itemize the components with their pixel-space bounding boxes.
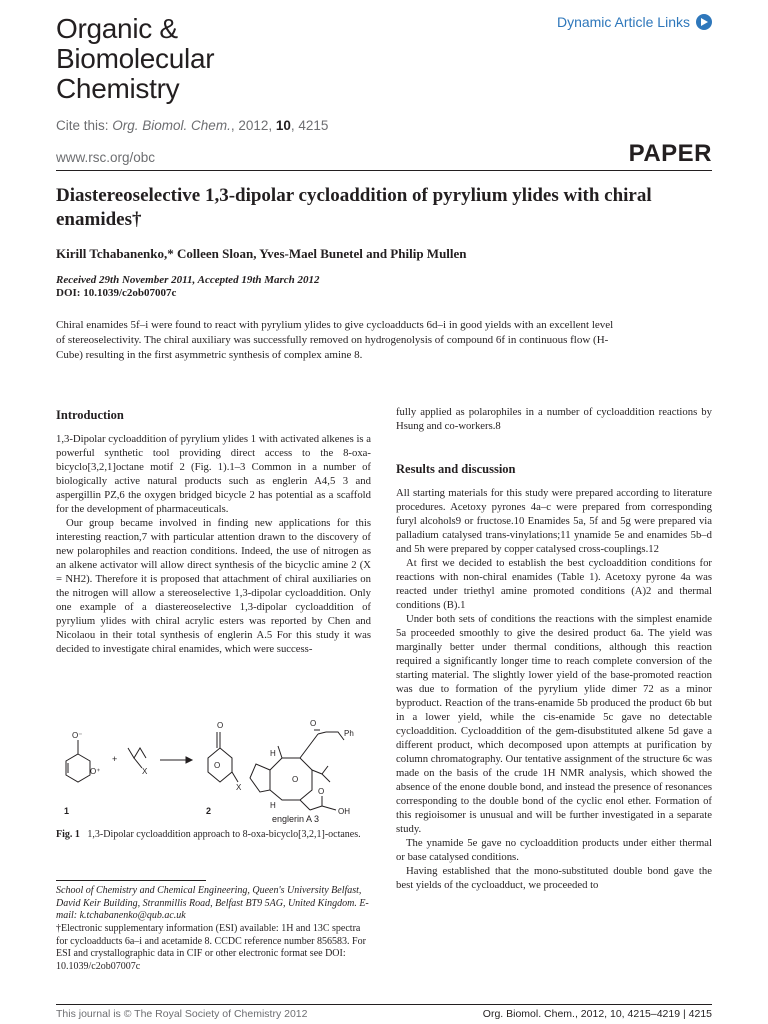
dynamic-article-links[interactable] (557, 14, 712, 30)
label-O-englerin: O (292, 775, 299, 784)
paragraph: fully applied as polarophiles in a number of cycloaddition reactions by Hsung and co-workers.8 (396, 406, 712, 432)
label-X-alkene: X (142, 767, 148, 776)
journal-name-line3: Chemistry (56, 73, 180, 104)
figure-1-scheme (56, 712, 376, 828)
header-divider (56, 170, 712, 171)
paragraph: 1,3-Dipolar cycloaddition of pyrylium ylides 1 with activated alkenes is a powerful synthetic tool providing direct access to the 8-oxa-bicyclo[3,2,1]octane motif 2 (Fig. 1).1–3 Common in a number of biologically active natural products such as englerin A4,5 3 and aspergillin PZ,6 the oxygen bridged bicycle 2 has potential as a scaffold for the development of pharmaceuticals. (56, 433, 371, 515)
paragraph: All starting materials for this study were prepared according to literature procedures. Acetoxy pyrones 4a–c were prepared from corresponding furyl alcohols9 or fructose.10 Enamides 5a, 5f and 5g were prepared via palladium catalysed trans-vinylations;11 ynamide 5e and enamides 5b–d and 5h were prepared by copper catalysed cross-couplings.12 (396, 487, 712, 555)
paragraph: At first we decided to establish the best cycloaddition conditions for reactions with non-chiral enamides (Table 1). Acetoxy pyrone 4a was reacted under triethyl amine promoted conditions (A)2 and thermal conditions (B).1 (396, 557, 712, 611)
author-list: Kirill Tchabanenko,* Colleen Sloan, Yves-Mael Bunetel and Philip Mullen (56, 246, 467, 261)
left-column (56, 432, 371, 656)
paragraph: Under both sets of conditions the reactions with the simplest enamide 5a proceeded smoothly to give the desired product 6a. The yield was marginally better under thermal conditions, although this reaction required a significantly longer time to reach complete conversion of the starting material. The slightly lower yield of the base-promoted reaction was due to formation of the pyrylium ylide dimer 72 as a minor byproduct. Reaction of the trans-enamide 5b produced the product 6b but in a lower yield, while the cis-enamide 5c gave no detectable cycloaddition. Cycloaddition of the gem-disubstituted alkene 5d gave a different product, which decomposed upon attempts at purification by column chromatography. Our tentative assignment of the structure 6c was made on the basis of the crude 1H NMR analysis, which showed the absence of the enone double bond, and instead the presence of resonances corresponding to the double bond of the cyclic enol ether. Formation of this regioisomer is unusual and will be further investigated in a separate study. (396, 613, 712, 835)
footer-citation: Org. Biomol. Chem., 2012, 10, 4215–4219 | 4215 (482, 1008, 712, 1020)
label-O-bridge: O (214, 761, 221, 770)
right-column-top (396, 405, 712, 433)
compound-label-2: 2 (206, 806, 212, 816)
label-O-plus: O⁺ (90, 767, 101, 776)
journal-name-line1: Organic & (56, 13, 178, 44)
label-H-top: H (270, 749, 276, 758)
paragraph: Our group became involved in finding new applications for this interesting reaction,7 with particular attention drawn to the discovery of new polarophiles and reaction conditions. Indeed, the use of nitrogen as an alkene activator will allow direct synthesis of the bicyclic amine 2 (X = NH2). Therefore it is proposed that attachment of chiral auxiliaries on the nitrogen will allow a stereoselective 1,3-dipolar cycloaddition. Only one example of a diastereoselective 1,3-dipolar cycloaddition of pyrylium ylides with chiral acrylic esters was reported by Chen and Nicolaou in their total synthesis of englerin A.5 For this study it was decided to investigate chiral enamides, which were success- (56, 517, 371, 655)
pyrylium-ring (66, 754, 90, 782)
esi-footnote: †Electronic supplementary information (ESI) available: 1H and 13C spectra for cycloadducts 6a–i and acetamide 8. CCDC reference number 856583. For ESI and crystallographic data in CIF or other electronic format see DOI: 10.1039/c2ob07007c (56, 923, 366, 972)
alkene (128, 748, 146, 758)
footer-divider (56, 1004, 712, 1005)
article-title: Diastereoselective 1,3-dipolar cycloaddition of pyrylium ylides with chiral enamides† (56, 185, 652, 230)
journal-name-line2: Biomolecular (56, 43, 215, 74)
play-arrow-icon[interactable] (696, 14, 712, 30)
dynamic-article-links-label[interactable]: Dynamic Article Links (556, 14, 690, 30)
paragraph: Having established that the mono-substituted double bond gave the best yields of the cycloadduct, we proceeded to (396, 865, 712, 891)
citation-journal: Org. Biomol. Chem. (112, 118, 231, 133)
journal-url[interactable]: www.rsc.org/obc (56, 150, 156, 165)
footnote-divider (56, 880, 206, 881)
citation-line: Cite this: Org. Biomol. Chem., 2012, 10, 4215 (56, 118, 329, 133)
figure-caption-text: 1,3-Dipolar cycloaddition approach to 8-oxa-bicyclo[3,2,1]-octanes. (87, 829, 361, 840)
section-heading-results: Results and discussion (396, 462, 516, 476)
label-plus: + (112, 754, 118, 764)
paragraph: The ynamide 5e gave no cycloaddition products under either thermal or base catalysed conditions. (396, 837, 712, 863)
label-Ph: Ph (344, 729, 354, 738)
label-OH: OH (338, 807, 350, 816)
englerin-core (270, 758, 312, 800)
doi[interactable]: DOI: 10.1039/c2ob07007c (56, 287, 177, 299)
figure-caption (56, 828, 372, 842)
footer-copyright: This journal is © The Royal Society of Chemistry 2012 (56, 1008, 308, 1020)
compound-label-1: 1 (64, 806, 70, 816)
label-H-bottom: H (270, 801, 276, 810)
article-type: PAPER (628, 140, 712, 167)
received-dates: Received 29th November 2011, Accepted 19th March 2012 (56, 274, 320, 286)
label-O-ester: O (310, 719, 317, 728)
label-O-minus: O⁻ (72, 731, 83, 740)
label-X-bicycle: X (236, 783, 242, 792)
journal-name (56, 14, 316, 104)
citation-volume: 10 (275, 118, 291, 133)
right-column (396, 486, 712, 892)
label-O-glycolate: O (318, 787, 325, 796)
figure-caption-label: Fig. 1 (56, 829, 80, 840)
affiliation-footnote: School of Chemistry and Chemical Engineering, Queen's University Belfast, David Keir Building, Stranmillis Road, Belfast BT9 5AG, United Kingdom. E-mail: k.tchabanenko@qub.ac.uk (56, 885, 369, 921)
abstract: Chiral enamides 5f–i were found to react with pyrylium ylides to give cycloadducts 6d–i in good yields with an excellent level of stereoselectivity. The chiral auxiliary was successfully removed on hydrogenolysis of compound 6f in continuous flow (H-Cube) resulting in the first asymmetric synthesis of complex amine 8. (56, 319, 614, 361)
compound-label-3: englerin A 3 (272, 814, 320, 824)
section-heading-introduction: Introduction (56, 408, 124, 422)
received-info (56, 274, 320, 300)
label-O-ketone: O (217, 721, 224, 730)
